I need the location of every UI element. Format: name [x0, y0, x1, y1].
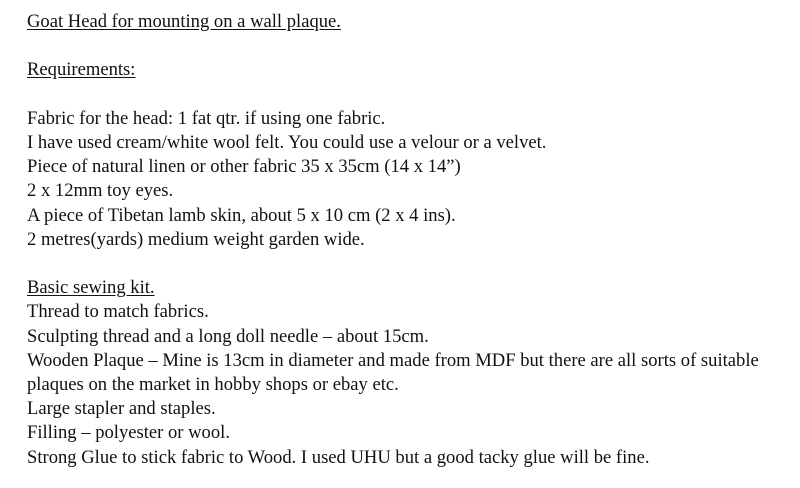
requirement-item: I have used cream/white wool felt. You could use a velour or a velvet. [27, 131, 547, 153]
requirement-item: 2 metres(yards) medium weight garden wide. [27, 228, 365, 250]
document-title: Goat Head for mounting on a wall plaque. [27, 11, 341, 32]
sewing-kit-list [27, 300, 797, 469]
spacer [27, 83, 797, 107]
requirements-list [27, 107, 797, 252]
requirement-item: 2 x 12mm toy eyes. [27, 180, 174, 202]
document-page [27, 10, 797, 470]
sewing-kit-heading: Basic sewing kit. [27, 277, 155, 299]
sewing-item: Strong Glue to stick fabric to Wood. I used UHU but a good tacky glue will be fine. [27, 446, 650, 468]
spacer [27, 34, 797, 58]
requirement-item: A piece of Tibetan lamb skin, about 5 x 10 cm (2 x 4 ins). [27, 204, 456, 226]
requirements-heading: Requirements: [27, 59, 136, 81]
requirement-item: Fabric for the head: 1 fat qtr. if using one fabric. [27, 107, 386, 129]
requirement-item: Piece of natural linen or other fabric 35 x 35cm (14 x 14”) [27, 156, 461, 178]
sewing-item: Filling – polyester or wool. [27, 422, 230, 444]
sewing-item: Sculpting thread and a long doll needle – about 15cm. [27, 325, 429, 347]
sewing-item: Large stapler and staples. [27, 398, 216, 420]
sewing-item: Wooden Plaque – Mine is 13cm in diameter and made from MDF but there are all sorts of suitable plaques on the market in hobby shops or ebay etc. [27, 349, 759, 395]
spacer [27, 252, 797, 276]
sewing-item: Thread to match fabrics. [27, 301, 209, 323]
